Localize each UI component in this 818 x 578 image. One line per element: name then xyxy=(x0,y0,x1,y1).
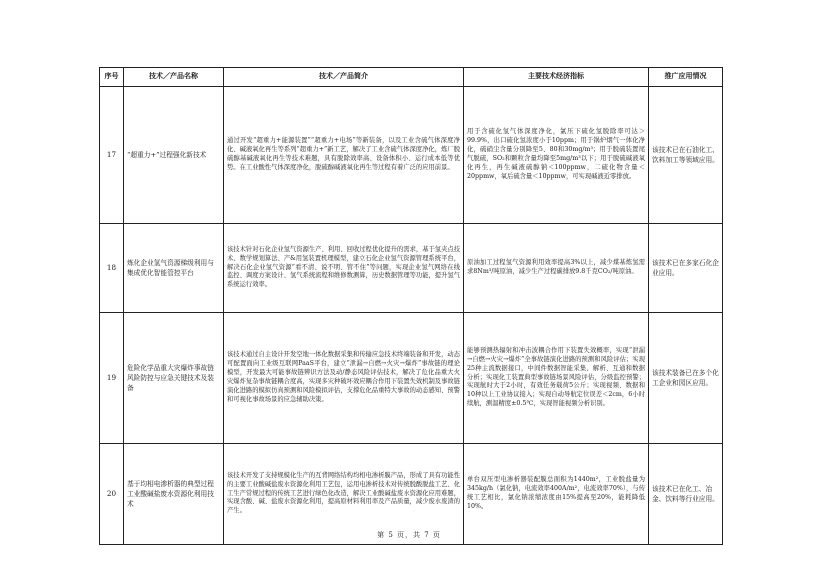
row-metrics: 用于含硫化氢气体深度净化，氯压下硫化氢脱除率可达＞99.9%，出口硫化氢浓度小于10ppm；用于锅炉烟气一体化净化，硫硝尘含量分别降至5、80和30mg/m³；用于脱硫装置尾气脱硫，SO₂和颗粒含量均降至5mg/m³以下；用于脱硫碱液氧化再生，再生碱液硫醇钠＜100ppmw，二硫化物含量＜20ppmw，氧后硫含量＜10ppmw，可实现碱液近零排放。 xyxy=(464,87,649,224)
row-metrics: 原油加工过程氢气资源利用效率提高3%以上，减少煤基炼氢需求8Nm³/吨原油，减少生产过程碳排放9.8千克CO₂/吨原油。 xyxy=(464,224,649,313)
row-number: 19 xyxy=(100,313,124,444)
row-intro: 该技术针对石化企业氢气资源生产、利用、回收过程优化提升的需求，基于氢夹点技术、数学规划算法、产&用氢装置机理模型，建立石化企业氢气资源管理系统平台，解决石化企业氢气资源“看不清、说不明、管不住”等问题，实现企业氢气网络在线监控、调度方案设计、氢气系统流程和维修数测算，历史数据管理等功能，提升氢气系统运行效率。 xyxy=(224,224,464,313)
row-number: 17 xyxy=(100,87,124,224)
row-name: 炼化企业氢气资源梯级利用与集成优化智能管控平台 xyxy=(124,224,224,313)
row-application: 该技术已在化工、冶金、饮料等行业应用。 xyxy=(649,444,723,545)
row-intro: 通过开发“超重力+能源装置”“超重力+电场”等新装备，以及工业含硫气体深度净化、碱液氧化再生等系列“超重力+”新工艺，解决了工业含硫气体深度净化，炼厂脱硫醇基碱液氧化再生等技术难题，具有脱除效率高、设备体积小、运行成本低等优势。在工业酸性气体深度净化，脱硫醇碱液氧化再生等过程有着广泛的应用前景。 xyxy=(224,87,464,224)
row-intro: 该技术开发了支持规模化生产的互背网络结构均相电渗析膜产品，形成了具有功能性的主要工业酸碱盐废水资源化利用工艺包，运用电渗析技术对传统脱酸脱盐工艺、化工生产常规过程的传统工艺进行绿色化改造，解决工业酸碱盐废水资源化应用难题，实现含酸、碱、盐废水资源化利用，提高原材料利用率及产品质量，减少废水废渣的产生。 xyxy=(224,444,464,545)
row-name: “超重力+”过程强化新技术 xyxy=(124,87,224,224)
header-number: 序号 xyxy=(100,68,124,87)
table-row xyxy=(100,224,723,313)
row-name: 基于均相电渗析器的典型过程工业酸碱盐废水资源化利用技术 xyxy=(124,444,224,545)
row-number: 18 xyxy=(100,224,124,313)
row-metrics: 单台双压型电渗析器装配膜总面积为1440m²，工业脱盐量为345kg/h（氯化钠，电流效率400A/m²，电流效率70%），与传统工艺相比，氯化钠浓缩浓度由15%提高至20%，能耗降低10%。 xyxy=(464,444,649,545)
header-name: 技术／产品名称 xyxy=(124,68,224,87)
technology-table xyxy=(99,67,723,545)
row-application: 该技术装备已在多个化工企业和园区应用。 xyxy=(649,313,723,444)
table-row xyxy=(100,87,723,224)
row-metrics: 能够预测热辐射和冲击波耦合作用下装置失效概率，实现“泄漏→自燃→火灾→爆炸”全事故链演化进路的预测和风险评估；实现25种主流数据接口，中间件数据智能采集、解析、互通和数据分析；实现化工装置典型事故链场景风险评估，分级监控预警；实现航时大于2小时，有效任务载荷5公斤；实现视频、数据和10种以上工业协议接入；实现自动导航定位误差＜2cm，6小时续航，测温精度±0.5℃，实现智能视频分析识别。 xyxy=(464,313,649,444)
page-footer: 第 5 页，共 7 页 xyxy=(377,531,441,539)
row-application: 该技术已在石油化工、饮料加工等领域应用。 xyxy=(649,87,723,224)
header-application: 推广应用情况 xyxy=(649,68,723,87)
row-number: 20 xyxy=(100,444,124,545)
header-intro: 技术／产品简介 xyxy=(224,68,464,87)
table-header-row xyxy=(100,68,723,87)
table-row xyxy=(100,313,723,444)
row-intro: 该技术通过自主设计开发空地一体化数据采集和传输应急技术终端装备和开发，动态可配置面向工业级互联网PaaS平台，建立“泄漏→自燃→火灾→爆炸”事故链的理论模型，开发最大可能事故链辨识方法及动/静态风险评估技术，解决了危化品重大火灾爆炸复杂事故链耦合度高，实现多灾种破坏效应耦合作用下装置失效机制及事故链演化进路的模拟仿真预测和风险模拟评估，支撑危化品重特大事故的动态感知、预警和可视化事故场景的应急辅助决策。 xyxy=(224,313,464,444)
row-name: 危险化学品重大灾爆炸事故链风险防控与应急关键技术及装备 xyxy=(124,313,224,444)
row-application: 该技术已在多家石化企业应用。 xyxy=(649,224,723,313)
header-metrics: 主要技术经济指标 xyxy=(464,68,649,87)
